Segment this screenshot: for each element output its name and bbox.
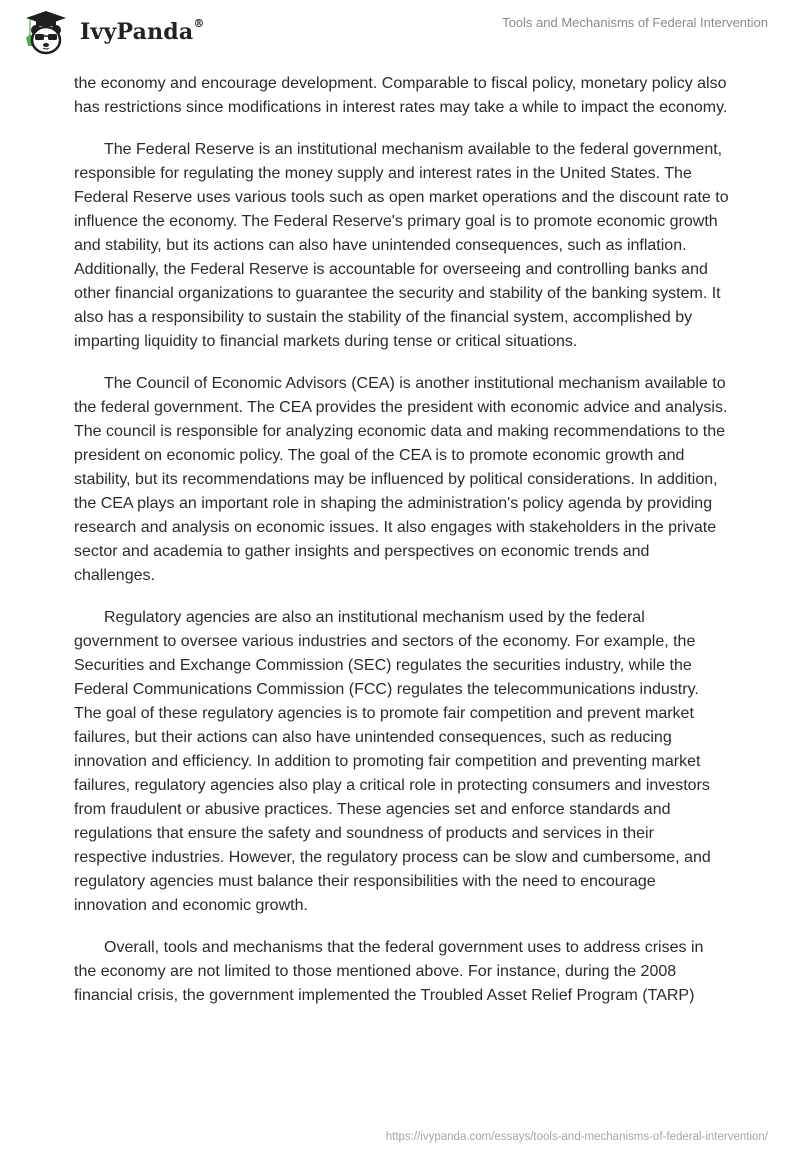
ivypanda-logo[interactable] xyxy=(18,8,205,56)
paragraph: The Federal Reserve is an institutional mechanism available to the federal government, responsible for regulating the money supply and interest rates in the United States. The Federal Reserve uses various tools such as open market operations and the discount rate to influence the economy. The Federal Reserve's primary goal is to promote economic growth and stability, but its actions can also have unintended consequences, such as inflation. Additionally, the Federal Reserve is accountable for overseeing and controlling banks and other financial organizations to guarantee the security and stability of the banking system. It also has a responsibility to sustain the stability of the financial system, accomplished by imparting liquidity to financial markets during tense or critical situations. xyxy=(74,141,729,350)
page-header xyxy=(0,0,800,62)
essay-body xyxy=(74,72,730,1026)
brand-name xyxy=(80,19,205,45)
registered-mark: ® xyxy=(193,17,205,30)
paragraph: The Council of Economic Advisors (CEA) is another institutional mechanism available to the federal government. The CEA provides the president with economic advice and analysis. The council is responsible for analyzing economic data and making recommendations to the president on economic policy. The goal of the CEA is to promote economic growth and stability, but its recommendations may be influenced by political considerations. In addition, the CEA plays an important role in shaping the administration's policy agenda by providing research and analysis on economic issues. It also engages with stakeholders in the private sector and academia to gather insights and perspectives on economic trends and challenges. xyxy=(74,375,728,584)
source-url[interactable]: https://ivypanda.com/essays/tools-and-mechanisms-of-federal-intervention/ xyxy=(385,1131,768,1143)
brand-name-text: IvyPanda xyxy=(80,19,194,45)
document-title: Tools and Mechanisms of Federal Intervention xyxy=(502,15,768,30)
panda-graduate-icon xyxy=(18,8,74,56)
paragraph: Regulatory agencies are also an institutional mechanism used by the federal government to oversee various industries and sectors of the economy. For example, the Securities and Exchange Commission (SEC) regulates the securities industry, while the Federal Communications Commission (FCC) regulates the telecommunications industry. The goal of these regulatory agencies is to promote fair competition and prevent market failures, but their actions can also have unintended consequences, such as reducing innovation and efficiency. In addition to promoting fair competition and preventing market failures, regulatory agencies also play a critical role in protecting consumers and investors from fraudulent or abusive practices. These agencies set and enforce standards and regulations that ensure the safety and soundness of products and services in their respective industries. However, the regulatory process can be slow and cumbersome, and regulatory agencies must balance their responsibilities with the need to encourage innovation and economic growth. xyxy=(74,609,711,914)
paragraph: Overall, tools and mechanisms that the federal government uses to address crises in the economy are not limited to those mentioned above. For instance, during the 2008 financial crisis, the government implemented the Troubled Asset Relief Program (TARP) xyxy=(74,939,704,1004)
paragraph: the economy and encourage development. Comparable to fiscal policy, monetary policy also has restrictions since modifications in interest rates may take a while to impact the economy. xyxy=(74,75,728,116)
